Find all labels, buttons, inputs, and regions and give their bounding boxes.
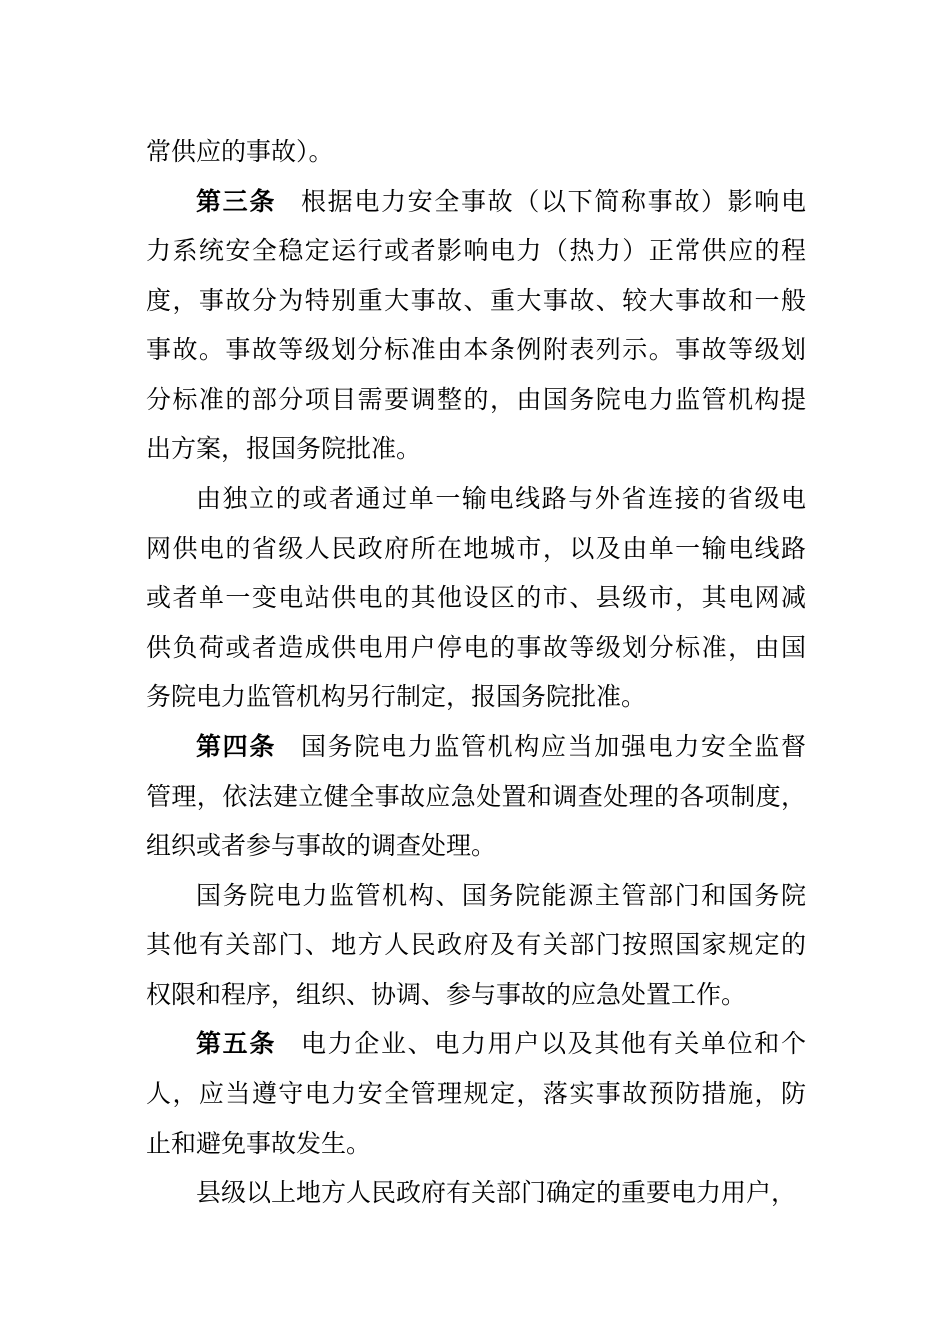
text-line: 止和避免事故发生。 <box>146 1129 372 1158</box>
article-heading-4: 第四条 <box>196 732 276 761</box>
text-line: 电力企业、电力用户以及其他有关单位和个 <box>301 1029 806 1058</box>
text-line: 网供电的省级人民政府所在地城市，以及由单一输电线路 <box>146 534 806 563</box>
text-line: 权限和程序，组织、协调、参与事故的应急处置工作。 <box>146 980 747 1009</box>
article-first-line <box>196 1024 806 1064</box>
text-line: 供负荷或者造成供电用户停电的事故等级划分标准，由国 <box>146 633 806 662</box>
text-line: 国务院电力监管机构应当加强电力安全监督 <box>301 732 806 761</box>
text-line: 组织或者参与事故的调查处理。 <box>146 831 497 860</box>
text-line: 常供应的事故）。 <box>146 137 334 166</box>
text-line: 务院电力监管机构另行制定，报国务院批准。 <box>146 682 647 711</box>
article-heading-3: 第三条 <box>196 187 276 216</box>
text-line: 县级以上地方人民政府有关部门确定的重要电力用户， <box>196 1178 797 1207</box>
text-line: 国务院电力监管机构、国务院能源主管部门和国务院 <box>196 881 806 910</box>
text-line: 其他有关部门、地方人民政府及有关部门按照国家规定的 <box>146 930 806 959</box>
text-line: 度，事故分为特别重大事故、重大事故、较大事故和一般 <box>146 286 806 315</box>
text-line: 力系统安全稳定运行或者影响电力（热力）正常供应的程 <box>146 236 806 265</box>
article-first-line <box>196 182 806 222</box>
article-first-line <box>196 727 806 767</box>
text-line: 出方案，报国务院批准。 <box>146 434 422 463</box>
text-line: 由独立的或者通过单一输电线路与外省连接的省级电 <box>196 484 806 513</box>
text-line: 人，应当遵守电力安全管理规定，落实事故预防措施，防 <box>146 1079 806 1108</box>
text-line: 事故。事故等级划分标准由本条例附表列示。事故等级划 <box>146 335 806 364</box>
text-line: 或者单一变电站供电的其他设区的市、县级市，其电网减 <box>146 583 806 612</box>
text-line: 分标准的部分项目需要调整的，由国务院电力监管机构提 <box>146 385 806 414</box>
text-line: 管理，依法建立健全事故应急处置和调查处理的各项制度， <box>146 782 806 811</box>
article-heading-5: 第五条 <box>196 1029 276 1058</box>
text-line: 根据电力安全事故（以下简称事故）影响电 <box>301 187 806 216</box>
